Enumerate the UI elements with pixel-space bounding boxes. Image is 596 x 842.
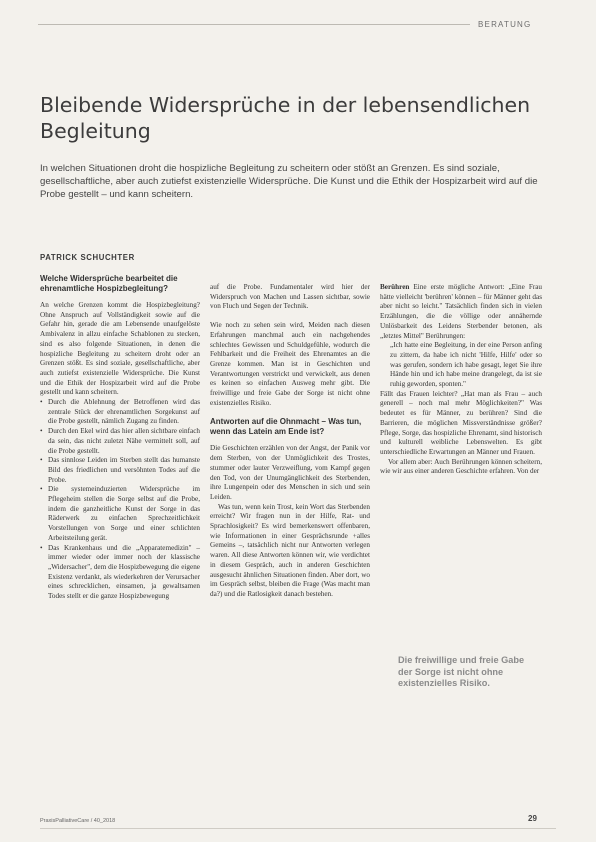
list-item: • Durch die Ablehnung der Betroffenen wird das zentrale Stück der ehrenamtlichen Sorgekunst auf die Probe gestellt, nämlich Zugang zu finden. bbox=[40, 398, 200, 427]
paragraph: auf die Probe. Fundamentaler wird hier der Widerspruch von Machen und Lassen sichtbar, sowie von Fluch und Segen der Technik. bbox=[210, 283, 370, 311]
pull-quote: Die freiwillige und freie Gabe der Sorge ist nicht ohne existenzielles Risiko. bbox=[398, 655, 525, 688]
subheading-widersprueche: Welche Widersprüche bearbeitet die ehrenamtliche Hospizbegleitung? bbox=[40, 274, 178, 293]
block-quote: „Ich hatte eine Begleitung, in der eine Person anfing zu zittern, da habe ich nicht 'Hilfe, Hilfe' oder so was gerufen, sondern ich habe gesagt, leget Sie ihre Hände hin und ich habe meine drangelegt, da ist sie ruhig geworden, sponten." bbox=[390, 341, 542, 389]
header-rule bbox=[38, 24, 470, 25]
paragraph: Vor allem aber: Auch Berührungen können scheitern, wie wir aus einer anderen Geschichte erfahren. Von der bbox=[380, 457, 542, 476]
footer-publication: PraxisPalliativeCare / 40_2018 bbox=[40, 818, 116, 824]
bullet-list bbox=[40, 398, 200, 602]
list-item: • Das Krankenhaus und die „Apparatemedizin" – immer wieder oder immer noch der klassische „Widersacher", dem die Hospizbewegung die eigene Existenz verdankt, als wiederkehren der Verursacher eines schrecklichen, einsamen, ja gewaltsamen Todes stellt er die ganze Hospizbewegung bbox=[40, 544, 200, 602]
paragraph: Wie noch zu sehen sein wird, Meiden nach diesen Erfahrungen manchmal auch ein nachgehendes schlechtes Gewissen und Schuldgefühle, wodurch die Fehlbarkeit und die Freiheit des Ehrenamtes an die Grenze kommen. Man ist in Geschichten und Verantwortungen verstrickt und verwickelt, aus denen es keinen so einfachen Ausweg mehr gibt. Die freiwillige und freie Gabe der Sorge ist nicht ohne existenzielles Risiko. bbox=[210, 321, 370, 407]
list-item: • Durch den Ekel wird das hier allen sichtbare einfach da sein, das nicht zuletzt Nähe vermittelt soll, auf die Probe gestellt. bbox=[40, 427, 200, 456]
section-tag: BERATUNG bbox=[478, 20, 532, 29]
column-2 bbox=[210, 283, 370, 600]
article-title: Bleibende Widersprüche in der lebensendlichen Begleitung bbox=[40, 93, 531, 143]
paragraph: Die Geschichten erzählen von der Angst, der Panik vor dem Sterben, von der Unmöglichkeit des Trostes, stummer oder lauter Verzweiflung, vom Kampf gegen den Tod, von der Unumgänglichkeit des Sterbenden, ihre Lungenpein oder des Menschen in sich und sein Leiden. bbox=[210, 444, 370, 501]
paragraph: An welche Grenzen kommt die Hospizbegleitung? Ohne Anspruch auf Vollständigkeit sowie auf die Gefahr hin, gerade die am Lebensende unaufgelöste Ambivalenz in allzu einfache Schablonen zu stecken, sind es also folgende Situationen, in denen die hospizliche Begleitung zu scheitern droht oder an Grenzen stößt. Es sind soziale, gesellschaftliche, aber auch zutiefst existenzielle Widersprüche. Die Kunst und die Ethik der Hospizarbeit wird auf die Probe gestellt und kann scheitern. bbox=[40, 301, 200, 397]
list-item: • Das sinnlose Leiden im Sterben stellt das humanste Bild des friedlichen und versöhnten Todes auf die Probe. bbox=[40, 456, 200, 485]
column-1 bbox=[40, 274, 200, 602]
article-lead: In welchen Situationen droht die hospizliche Begleitung zu scheitern oder stößt an Grenzen. Es sind soziale, gesellschaftliche, aber auch zutiefst existenzielle Widersprüche. Die Kunst und die Ethik der Hospizarbeit wird auf die Probe gestellt – und kann scheitern. bbox=[40, 163, 538, 200]
run-in-heading: Berühren bbox=[380, 283, 410, 291]
footer-rule bbox=[40, 828, 556, 829]
subheading-ohnmacht: Antworten auf die Ohnmacht – Was tun, wenn das Latein am Ende ist? bbox=[210, 417, 362, 437]
list-item: • Die systemeinduzierten Widersprüche im Pflegeheim stellen die Sorge selbst auf die Probe, indem die ganzheitliche Kunst der Sorge in das Räderwerk zu einfachen Sprechzeitlichkeit Vorstellungen von Sorge und einer schlichten Arbeitsteilung gerät. bbox=[40, 485, 200, 543]
paragraph: Berühren Eine erste mögliche Antwort: „Eine Frau hätte vielleicht 'berühren' können – für Männer geht das aber nicht so leicht." Tatsächlich finden sich in vielen Erzählungen, die die völlige oder annähernde Unlösbarkeit des Leidens Sterbender betonen, als „letztes Mittel" Berührungen: bbox=[380, 283, 542, 340]
paragraph: Fällt das Frauen leichter? „Hat man als Frau – auch generell – noch mal mehr Möglichkeiten?" Was bedeutet es für Männer, zu berühren? Sind die Barrieren, die möglichen Missverständnisse größer? Pflege, Sorge, das hospizliche Ehrenamt, sind historisch und kulturell weibliche Lebenswelten. Es gibt unterschiedliche Erwartungen an Männer und Frauen. bbox=[380, 389, 542, 456]
page-number: 29 bbox=[528, 814, 537, 823]
column-3 bbox=[380, 283, 542, 477]
paragraph: Was tun, wenn kein Trost, kein Wort das Sterbenden erreicht? Wir fragen nun in der Hilfe, Rat- und Sprachlosigkeit? Es wird bemerkenswert offenbaren, wie Informationen in einer Gesprächsrunde +alles Gemeins –, tatsächlich nicht nur Antworten verlegen waren. All diese Antworten können wir, wie verdichtet in diesem Gespräch, auch in anderen Geschichten ausgesucht ähnlichen Situationen finden. Aber dort, wo im Gespräch selbst, bleiben die Frage (Was macht man da?) und die Ratlosigkeit danach bestehen. bbox=[210, 502, 370, 598]
author-name: PATRICK SCHUCHTER bbox=[40, 253, 135, 262]
